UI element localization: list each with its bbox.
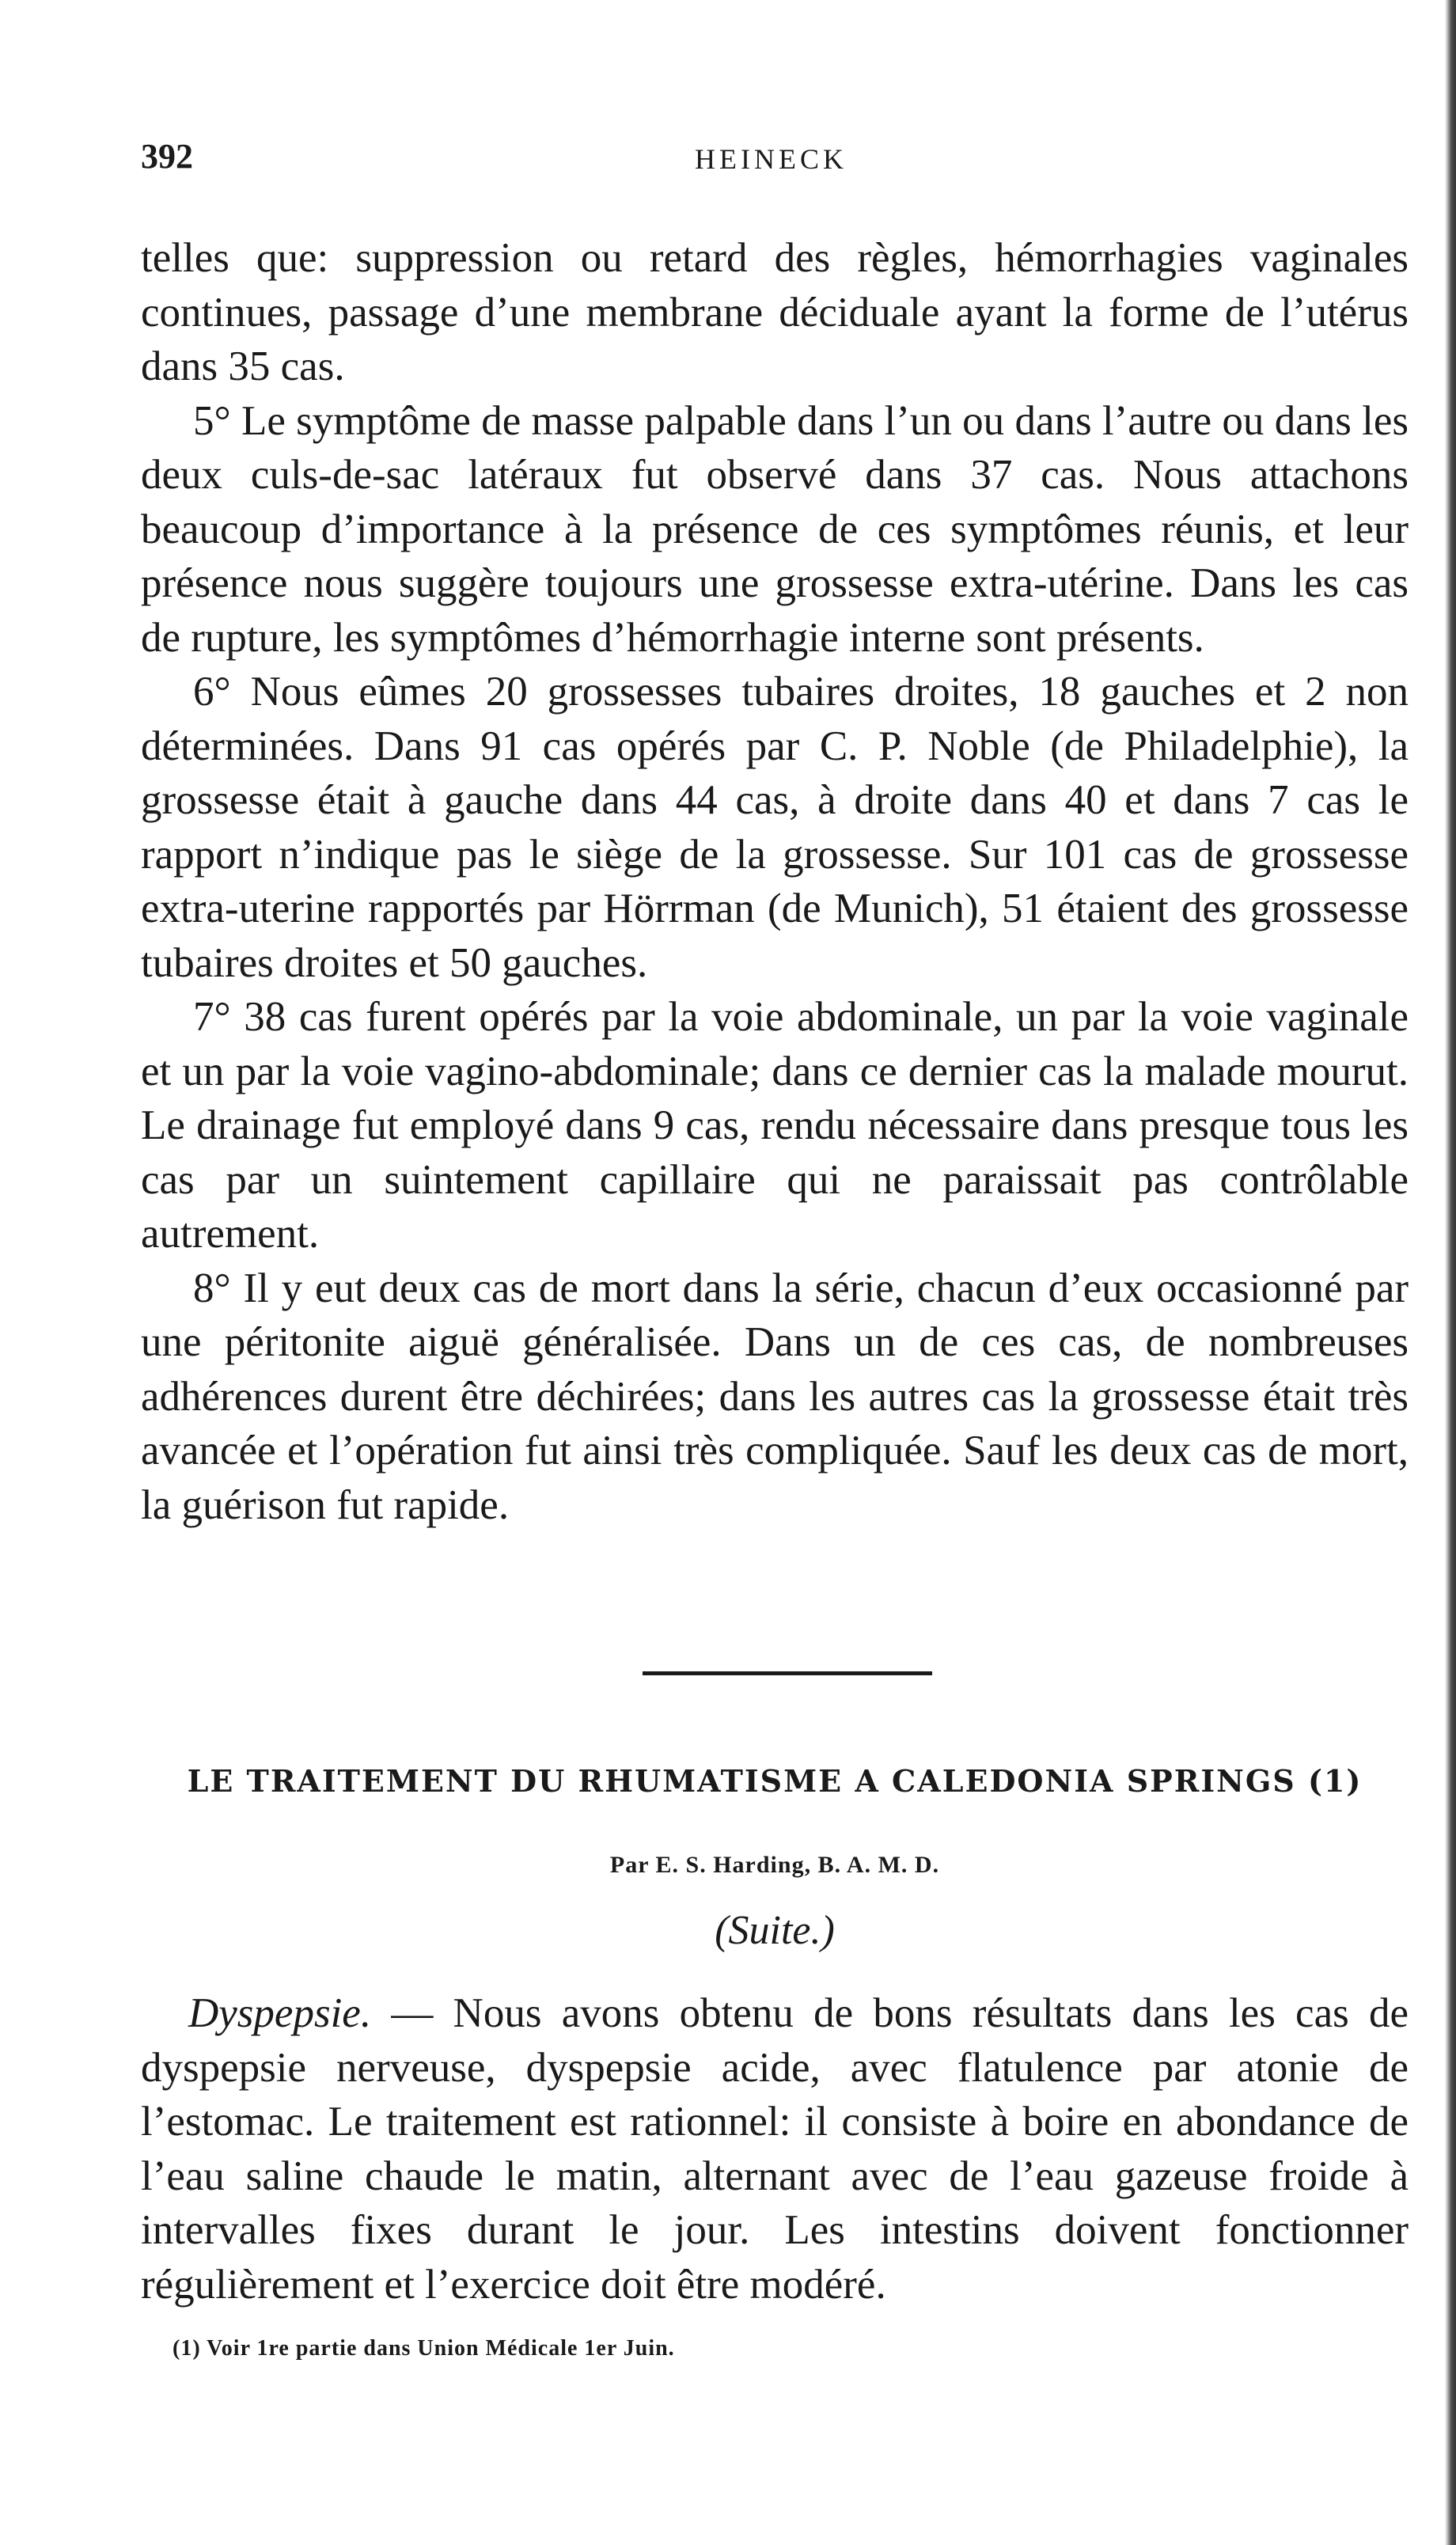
paragraph-lead-term: Dyspepsie. — [188, 1990, 372, 2036]
article-suite-label: (Suite.) — [715, 1908, 835, 1953]
paragraph-item-6: 6° Nous eûmes 20 grossesses tubaires droites, 18 gauches et 2 non déterminées. Dans 91 cas opérés par C. P. Noble (de Philadelphie), la grossesse était à gauche dans 44 cas, à droite dans 40 et dans 7 cas le rapport n’indique pas le siège de la grossesse. Sur 101 cas de grossesse extra-uterine rapportés par Hörrman (de Munich), 51 étaient des grossesse tubaires droites et 50 gauches. — [141, 669, 1409, 986]
paragraph-item-8: 8° Il y eut deux cas de mort dans la série, chacun d’eux occasionné par une péritonite aiguë généralisée. Dans un de ces cas, de nombreuses adhérences durent être déchirées; dans les autres cas la grossesse était très avancée et l’opération fut ainsi très compliquée. Sauf les deux cas de mort, la guérison fut rapide. — [141, 1265, 1409, 1528]
article-byline: Par E. S. Harding, B. A. M. D. — [609, 1852, 940, 1878]
paragraph-continued: telles que: suppression ou retard des règles, hémorrhagies vaginales continues, passage d’une membrane déciduale ayant la forme de l’utérus dans 35 cas. — [141, 235, 1409, 389]
running-head-title: HEINECK — [695, 143, 847, 175]
section-body — [141, 231, 1409, 1532]
paragraph-item-5: 5° Le symptôme de masse palpable dans l’un ou dans l’autre ou dans les deux culs-de-sac latéraux fut observé dans 37 cas. Nous attachons beaucoup d’importance à la présence de ces symptômes réunis, et leur présence nous suggère toujours une grossesse extra-utérine. Dans les cas de rupture, les symptômes d’hémorrhagie interne sont présents. — [141, 397, 1409, 661]
paragraph-item-7: 7° 38 cas furent opérés par la voie abdominale, un par la voie vaginale et un par la voie vagino-abdominale; dans ce dernier cas la malade mourut. Le drainage fut employé dans 9 cas, rendu nécessaire dans presque tous les cas par un suintement capillaire qui ne paraissait pas contrôlable autrement. — [141, 994, 1409, 1257]
footnote: (1) Voir 1re partie dans Union Médicale 1er Juin. — [173, 2336, 675, 2361]
paragraph-dyspepsie — [141, 1986, 1409, 2312]
article-body — [141, 1986, 1409, 2312]
page-edge-shadow — [1445, 0, 1456, 2545]
paragraph-dyspepsie-text: — Nous avons obtenu de bons résultats dans les cas de dyspepsie nerveuse, dyspepsie acide, avec flatulence par atonie de l’estomac. Le traitement est rationnel: il consiste à boire en abondance de l’eau saline chaude le matin, alternant avec de l’eau gazeuse froide à intervalles fixes durant le jour. Les intestins doivent fonctionner régulièrement et l’exercice doit être modéré. — [141, 1990, 1409, 2308]
page-number: 392 — [141, 137, 193, 176]
section-separator-rule — [643, 1671, 932, 1675]
running-head — [141, 136, 1409, 184]
article-title: LE TRAITEMENT DU RHUMATISME A CALEDONIA SPRINGS (1) — [187, 1763, 1363, 1799]
